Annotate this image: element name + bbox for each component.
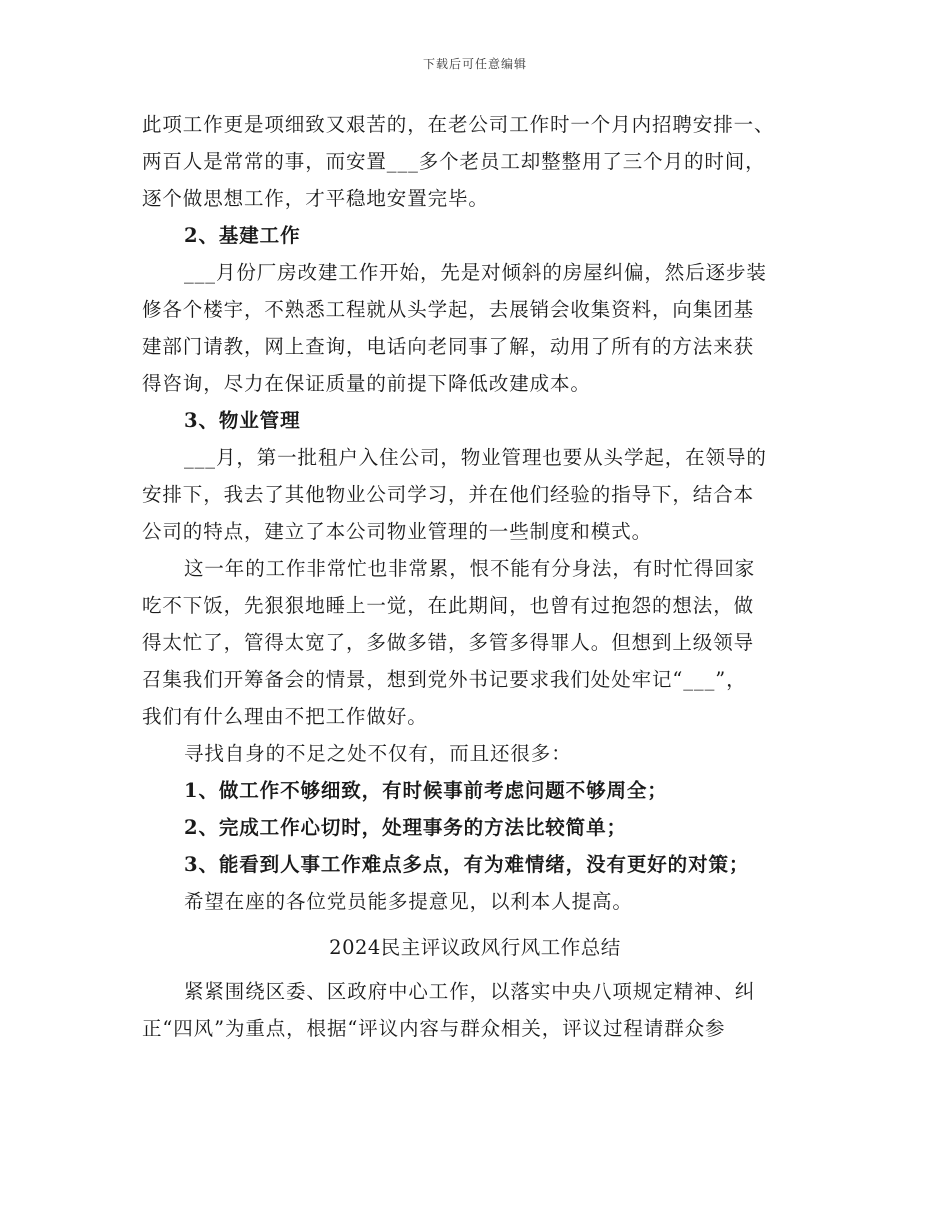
shortcoming-item-2: 2、完成工作心切时，处理事务的方法比较简单； — [184, 816, 627, 839]
body-line: 得太忙了，管得太宽了，多做多错，多管多得罪人。但想到上级领导 — [142, 631, 755, 654]
body-line: 希望在座的各位党员能多提意见，以利本人提高。 — [184, 890, 633, 913]
body-line: ___月，第一批租户入住公司，物业管理也要从头学起，在领导的 — [184, 446, 767, 469]
body-line: 寻找自身的不足之处不仅有，而且还很多： — [184, 742, 572, 765]
body-line: 这一年的工作非常忙也非常累，恨不能有分身法，有时忙得回家 — [184, 557, 756, 580]
body-line: 紧紧围绕区委、区政府中心工作，以落实中央八项规定精神、纠 — [184, 980, 756, 1003]
body-line: 正“四风”为重点，根据“评议内容与群众相关，评议过程请群众参 — [142, 1017, 726, 1040]
subheading-property-management: 3、物业管理 — [184, 409, 301, 432]
body-line: 修各个楼宇，不熟悉工程就从头学起，去展销会收集资料，向集团基 — [142, 298, 755, 321]
body-line: 逐个做思想工作，才平稳地安置完毕。 — [142, 187, 489, 210]
shortcoming-item-1: 1、做工作不够细致，有时候事前考虑问题不够周全； — [184, 779, 668, 802]
body-line: 建部门请教，网上查询，电话向老同事了解，动用了所有的方法来获 — [142, 335, 755, 358]
body-line: 我们有什么理由不把工作做好。 — [142, 705, 428, 728]
body-line: 两百人是常常的事，而安置___多个老员工却整整用了三个月的时间， — [142, 150, 766, 173]
body-line: 安排下，我去了其他物业公司学习，并在他们经验的指导下，结合本 — [142, 483, 755, 506]
section-title: 2024民主评议政风行风工作总结 — [329, 936, 621, 959]
subheading-construction: 2、基建工作 — [184, 224, 301, 247]
shortcoming-item-3: 3、能看到人事工作难点多点，有为难情绪，没有更好的对策； — [184, 853, 750, 876]
body-line: 吃不下饭，先狠狠地睡上一觉，在此期间，也曾有过抱怨的想法，做 — [142, 594, 755, 617]
document-body — [142, 106, 808, 1047]
page-header-note: 下载后可任意编辑 — [422, 57, 527, 71]
body-line: 公司的特点，建立了本公司物业管理的一些制度和模式。 — [142, 520, 653, 543]
body-line: 召集我们开筹备会的情景，想到党外书记要求我们处处牢记“___”， — [142, 668, 747, 691]
body-line: 此项工作更是项细致又艰苦的，在老公司工作时一个月内招聘安排一、 — [142, 113, 775, 136]
body-line: 得咨询，尽力在保证质量的前提下降低改建成本。 — [142, 372, 591, 395]
body-line: ___月份厂房改建工作开始，先是对倾斜的房屋纠偏，然后逐步装 — [184, 261, 767, 284]
